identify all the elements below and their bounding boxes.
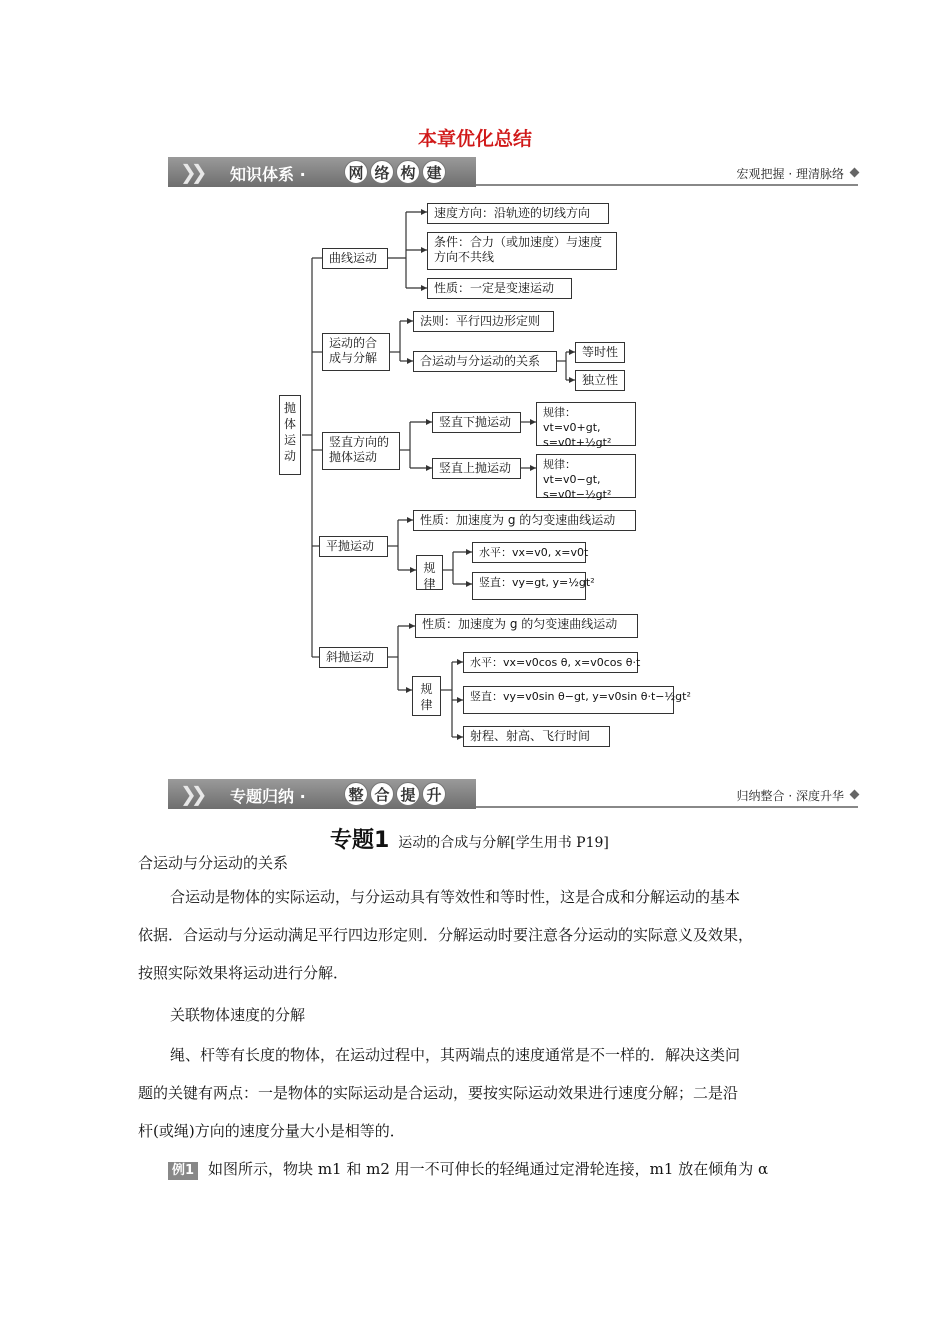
tree-flat-rule: 规律 <box>416 555 443 590</box>
banner-pill: 构 <box>396 160 420 184</box>
example-badge: 例1 <box>168 1162 198 1180</box>
banner-pill: 合 <box>370 782 394 806</box>
banner-pill: 整 <box>344 782 368 806</box>
chevron-icon: ❯❯ <box>180 160 202 184</box>
banner-pill: 络 <box>370 160 394 184</box>
chevron-icon: ❯❯ <box>180 782 202 806</box>
banner-pill: 建 <box>422 160 446 184</box>
tree-curve-condition: 条件：合力（或加速度）与速度方向不共线 <box>427 232 617 270</box>
tree-flat-nature: 性质：加速度为 g 的匀变速曲线运动 <box>413 510 636 531</box>
tree-oblique-range: 射程、射高、飞行时间 <box>463 726 610 747</box>
topic-subtitle: 运动的合成与分解[学生用书 P19] <box>398 835 609 851</box>
paragraph-line: 题的关键有两点：一是物体的实际运动是合运动，要按实际运动效果进行速度分解；二是沿 <box>138 1084 739 1102</box>
tree-vertical-up-law: 规律：vt=v0−gt, s=v0t−½gt² <box>536 454 636 498</box>
diamond-icon <box>850 790 860 800</box>
tree-curve: 曲线运动 <box>322 248 388 269</box>
paragraph-line: 绳、杆等有长度的物体，在运动过程中，其两端点的速度通常是不一样的．解决这类问 <box>170 1046 741 1064</box>
tree-oblique-nature: 性质：加速度为 g 的匀变速曲线运动 <box>415 614 638 638</box>
tree-flat-vertical: 竖直：vy=gt, y=½gt² <box>472 572 586 600</box>
subheading-relation: 合运动与分运动的关系 <box>138 854 289 872</box>
topic-label: 专题 <box>330 828 375 853</box>
tree-curve-nature: 性质：一定是变速运动 <box>427 278 572 299</box>
paragraph-line: 依据．合运动与分运动满足平行四边形定则．分解运动时要注意各分运动的实际意义及效果， <box>138 926 754 944</box>
topic-number: 1 <box>374 828 390 853</box>
tree-flat: 平抛运动 <box>319 536 388 557</box>
tree-vertical-up: 竖直上抛运动 <box>432 458 521 479</box>
tree-flat-horizontal: 水平：vx=v0, x=v0t <box>472 542 586 563</box>
tree-oblique-vertical: 竖直：vy=v0sin θ−gt, y=v0sin θ·t−½gt² <box>463 686 674 714</box>
banner-label: 专题归纳 · <box>230 787 306 806</box>
banner-subtitle: 归纳整合 · 深度升华 <box>736 789 844 803</box>
tree-oblique: 斜抛运动 <box>319 647 388 668</box>
banner-pill: 网 <box>344 160 368 184</box>
tree-compose: 运动的合成与分解 <box>322 333 390 371</box>
divider <box>476 806 858 808</box>
tree-compose-independent: 独立性 <box>575 370 625 391</box>
subheading-velocity: 关联物体速度的分解 <box>170 1006 306 1024</box>
page-title: 本章优化总结 <box>417 128 532 150</box>
example-line <box>168 1150 848 1188</box>
paragraph-line: 合运动是物体的实际运动，与分运动具有等效性和等时性，这是合成和分解运动的基本 <box>170 888 741 906</box>
tree-oblique-rule: 规律 <box>412 676 441 716</box>
tree-vertical: 竖直方向的抛体运动 <box>322 432 400 470</box>
tree-oblique-horizontal: 水平：vx=v0cos θ, x=v0cos θ·t <box>463 652 638 673</box>
tree-compose-equal-time: 等时性 <box>575 342 625 363</box>
section-banner-summary <box>168 779 858 809</box>
tree-root: 抛体运动 <box>279 395 301 475</box>
tree-vertical-down: 竖直下抛运动 <box>432 412 521 433</box>
paragraph-line: 杆(或绳)方向的速度分量大小是相等的． <box>138 1122 405 1140</box>
example-text: 如图所示，物块 m1 和 m2 用一不可伸长的轻绳通过定滑轮连接，m1 放在倾角为 α <box>208 1160 769 1178</box>
tree-compose-relation: 合运动与分运动的关系 <box>413 351 557 372</box>
banner-subtitle: 宏观把握 · 理清脉络 <box>736 167 844 181</box>
tree-compose-law: 法则：平行四边形定则 <box>413 311 554 332</box>
banner-label: 知识体系 · <box>230 165 306 184</box>
tree-curve-speed: 速度方向：沿轨迹的切线方向 <box>427 203 609 224</box>
banner-pill: 升 <box>422 782 446 806</box>
banner-pill: 提 <box>396 782 420 806</box>
tree-vertical-down-law: 规律：vt=v0+gt, s=v0t+½gt² <box>536 402 636 446</box>
paragraph-line: 按照实际效果将运动进行分解． <box>138 964 349 982</box>
